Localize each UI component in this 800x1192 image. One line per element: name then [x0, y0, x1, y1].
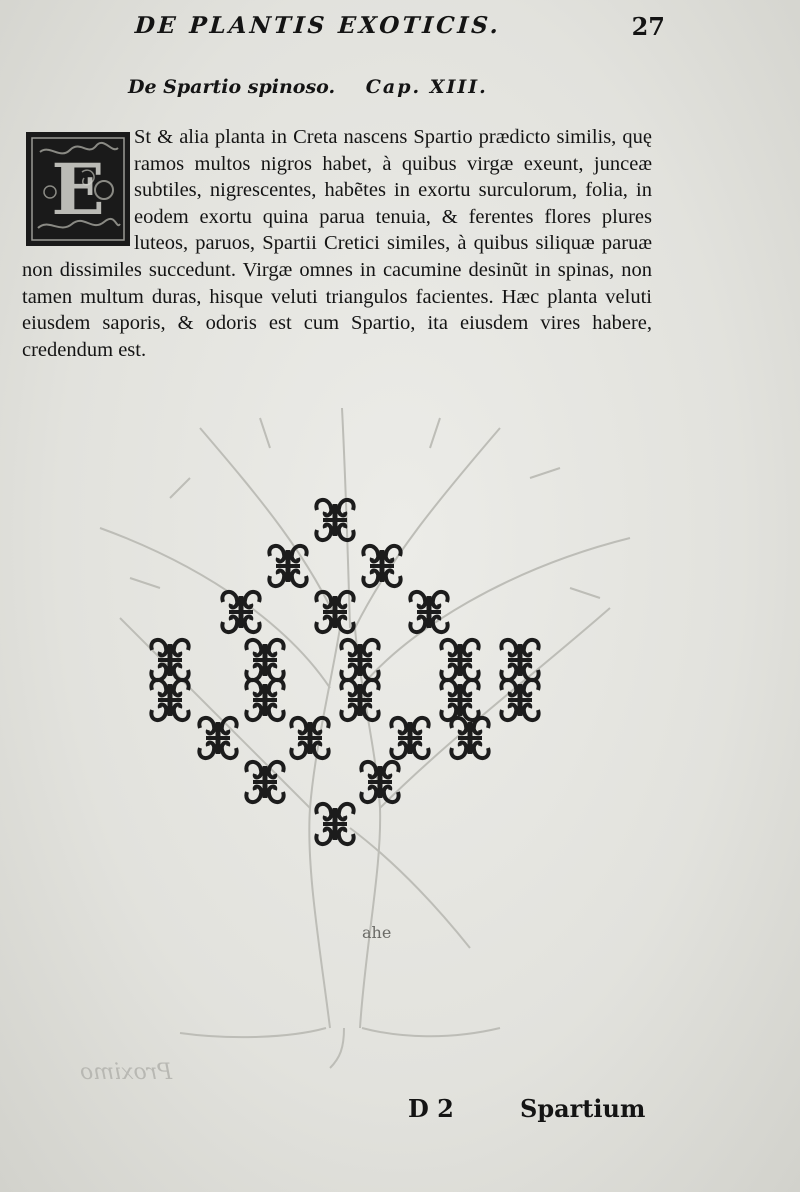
bleed-through-text: Proximo	[80, 1060, 173, 1085]
page-header	[135, 12, 665, 46]
signature-mark: D 2	[408, 1094, 454, 1123]
chapter-paragraph: St & alia planta in Creta nascens Spartio prædicto similis, quę ramos multos nigros habet, à quibus virgæ exeunt, junceæ subtiles, nigrescentes, habẽtes in exortu surculorum, folia, in eodem exortu quina parua tenuia, & ferentes flores plures luteos, paruos, Spartii Cretici similes, à quibus siliquæ paruæ non dissimiles succedunt. Virgæ omnes in cacumine desinũt in spinas, non tamen multum duras, hisque veluti triangulos facientes. Hæc planta veluti eiusdem saporis, & odoris est cum Spartio, ita eiusdem vires habere, credendum est.	[22, 126, 652, 361]
thorny-broom-plant-figure	[10, 388, 710, 1088]
page-number: 27	[631, 12, 665, 41]
spartium-woodcut-illustration	[10, 388, 710, 1088]
faint-tree-drawing	[100, 408, 630, 1068]
initial-letter-gap	[22, 124, 134, 256]
chapter-number: Cap. XIII.	[365, 76, 488, 98]
running-title: DE PLANTIS EXOTICIS.	[134, 12, 503, 39]
catchword: Spartium	[520, 1094, 646, 1123]
svg-text:E: E	[51, 148, 105, 231]
tree-trunk-label: ahe	[362, 923, 392, 942]
ornament-diamond	[151, 500, 538, 844]
chapter-heading	[128, 76, 488, 98]
chapter-body-text	[22, 124, 652, 363]
chapter-title: De Spartio spinoso.	[128, 76, 336, 98]
